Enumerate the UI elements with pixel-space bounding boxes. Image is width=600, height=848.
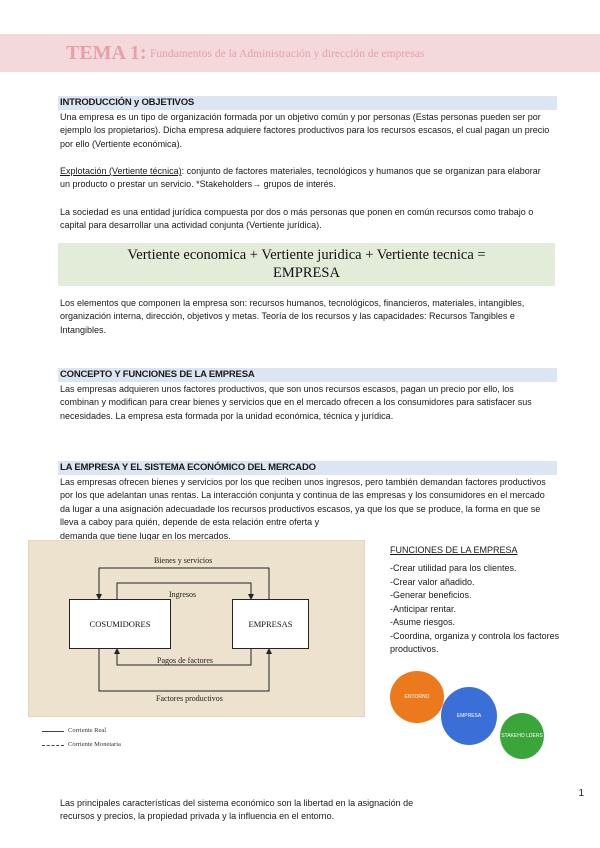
legend-monetary-line	[42, 745, 64, 746]
function-item: -Crear valor añadido.	[390, 576, 475, 587]
label-factor-payments: Pagos de factores	[157, 656, 213, 665]
technical-aspect-text: : conjunto de factores materiales, tecnológicos y humanos que se organizan para elaborar un producto o prestar un servicio. *Stakeholders→ grupos de interés.	[60, 166, 541, 190]
formula-box	[58, 243, 555, 286]
companies-box: EMPRESAS	[232, 599, 309, 649]
function-item: -Anticipar rentar.	[390, 603, 457, 614]
topic-number: TEMA 1:	[66, 42, 147, 64]
label-goods-services: Bienes y servicios	[154, 556, 213, 565]
topic-title: Fundamentos de la Administración y dirección de empresas	[150, 48, 425, 60]
entorno-circle: ENTORNO	[390, 671, 444, 723]
final-paragraph: Las principales características del sistema económico son la libertad en la asignación de recursos y precios, la propiedad privada y la influencia en el entorno.	[60, 798, 414, 822]
formula-line-2: EMPRESA	[273, 265, 340, 281]
intro-paragraph-2	[60, 165, 550, 192]
concepto-paragraph: Las empresas adquieren unos factores productivos, que son unos recursos escasos, pagan un precio por ello, los combinan y modifican para crear bienes y servicios que en el mercado ofrecen a los consumidores para satisfacer sus necesidades. La empresa esta formada por la unidad económica, técnica y jurídica.	[60, 384, 532, 421]
consumers-box: COSUMIDORES	[69, 599, 171, 649]
formula-line-1: Vertiente economica + Vertiente juridica + Vertiente tecnica =	[127, 247, 486, 263]
legend-monetary: Corriente Monetaria	[68, 741, 121, 748]
section-heading-intro: INTRODUCCIÓN y OBJETIVOS	[58, 96, 557, 110]
label-productive-factors: Factores productivos	[156, 694, 223, 703]
intro-paragraph-1: Una empresa es un tipo de organización formada por un objetivo común y por personas (Estas personas pueden ser por ejemplo los propietarios). Dicha empresa adquiere factores productivos para los recursos escasos, el cual pagan un precio por ello (Vertiente económica).	[60, 112, 550, 149]
intro-paragraph-3: La sociedad es una entidad jurídica compuesta por dos o más personas que ponen en común recursos como trabajo o capital para desarrollar una actividad conjunta (Vertiente jurídica).	[60, 207, 534, 231]
label-income: Ingresos	[169, 590, 197, 599]
page-number: 1	[578, 788, 584, 799]
functions-title: FUNCIONES DE LA EMPRESA	[390, 545, 518, 555]
function-item: -Asume riesgos.	[390, 617, 456, 627]
functions-list	[390, 562, 560, 657]
section-heading-mercado: LA EMPRESA Y EL SISTEMA ECONÓMICO DEL MERCADO	[58, 461, 557, 475]
intro-paragraph-4: Los elementos que componen la empresa son: recursos humanos, tecnológicos, financieros, materiales, intangibles, organización interna, dirección, objetivos y metas. Teoría de los recursos y las capacidades: Recursos Tangibles e Intangibles.	[60, 298, 525, 335]
stakeholders-circle: STAKEHO LDERS	[500, 713, 544, 759]
circular-flow-diagram	[28, 540, 365, 717]
function-item: -Generar beneficios.	[390, 590, 472, 600]
function-item: -Crear utilidad para los clientes.	[390, 563, 517, 573]
empresa-circle: EMPRESA	[441, 687, 497, 745]
mercado-paragraph: Las empresas ofrecen bienes y servicios por los que reciben unos ingresos, pero también demandan factores productivos por los que adelantan unas rentas. La interacción conjunta y continua de las empresas y los consumidores en el mercado da lugar a una asignación adecuadade los recursos productivos escasos, ya que los que se produce, la forma en que se lleva a caboy para quién, depende de esta relación entre oferta y	[60, 477, 546, 527]
technical-aspect-label: Explotación (Vertiente técnica)	[60, 166, 182, 176]
section-heading-concepto: CONCEPTO Y FUNCIONES DE LA EMPRESA	[58, 368, 557, 382]
legend-real: Corriente Real	[68, 727, 107, 734]
legend-real-line	[42, 731, 64, 732]
function-item: -Coordina, organiza y controla los factores productivos.	[390, 630, 560, 654]
mercado-paragraph-cut: demanda que tiene lugar en los mercados.	[60, 531, 231, 540]
